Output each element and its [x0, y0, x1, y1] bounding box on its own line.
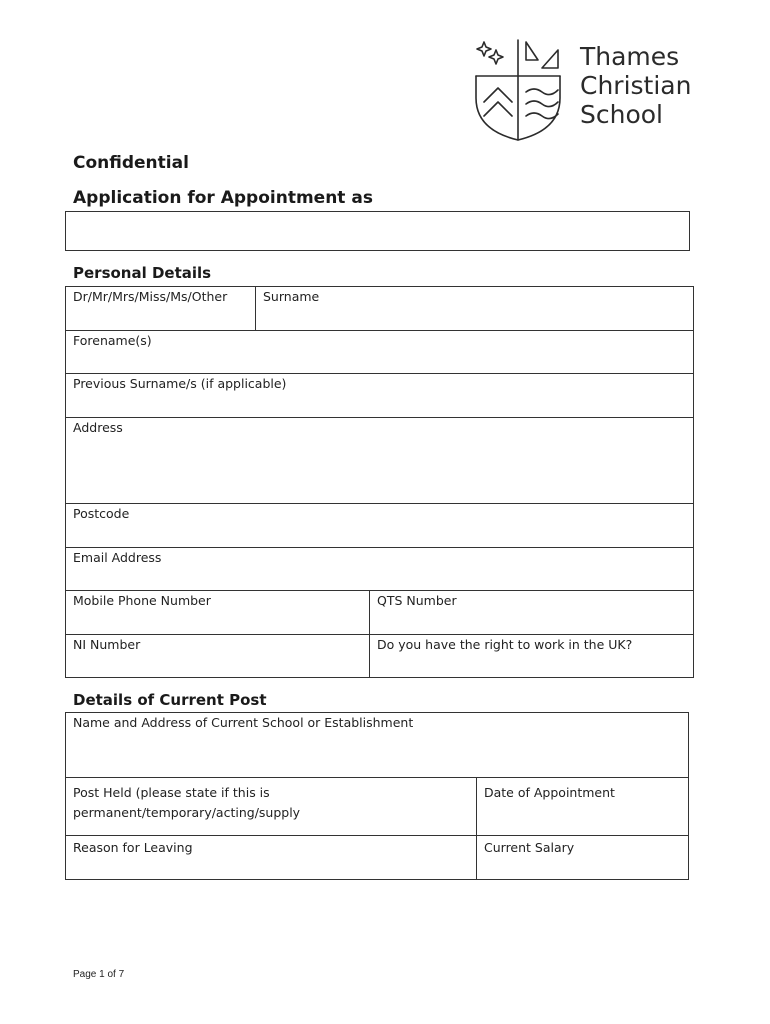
right-to-work-field[interactable]	[370, 635, 694, 678]
current-school-field[interactable]	[66, 713, 689, 778]
address-field[interactable]	[66, 418, 694, 504]
reason-for-leaving-label: Reason for Leaving	[73, 840, 193, 855]
confidential-heading: Confidential	[73, 153, 189, 173]
date-of-appointment-field[interactable]	[477, 778, 689, 836]
school-name-line-1: Thames	[580, 42, 680, 71]
application-heading: Application for Appointment as	[73, 188, 373, 208]
page-number: Page 1 of 7	[73, 969, 125, 980]
current-school-label: Name and Address of Current School or Establishment	[73, 715, 414, 730]
current-salary-label: Current Salary	[484, 840, 575, 855]
previous-surname-field[interactable]	[66, 374, 694, 418]
post-held-label-line-2: permanent/temporary/acting/supply	[73, 805, 301, 820]
postcode-field[interactable]	[66, 504, 694, 548]
email-field[interactable]	[66, 548, 694, 591]
school-name-line-3: School	[580, 100, 663, 129]
appointment-position-field[interactable]	[65, 211, 690, 251]
date-of-appointment-label: Date of Appointment	[484, 785, 615, 800]
surname-field[interactable]	[256, 287, 694, 331]
school-name-line-2: Christian	[580, 71, 692, 100]
reason-for-leaving-field[interactable]	[66, 836, 477, 880]
current-salary-field[interactable]	[477, 836, 689, 880]
post-held-label-line-1: Post Held (please state if this is	[73, 785, 270, 800]
school-logo	[472, 38, 712, 143]
qts-number-label: QTS Number	[377, 593, 457, 608]
ni-number-label: NI Number	[73, 637, 141, 652]
mobile-phone-label: Mobile Phone Number	[73, 593, 211, 608]
ni-number-field[interactable]	[66, 635, 370, 678]
school-crest-icon	[472, 38, 572, 143]
previous-surname-label: Previous Surname/s (if applicable)	[73, 376, 287, 391]
title-label: Dr/Mr/Mrs/Miss/Ms/Other	[73, 289, 228, 304]
current-post-heading: Details of Current Post	[73, 691, 267, 709]
forename-field[interactable]	[66, 331, 694, 374]
surname-label: Surname	[263, 289, 320, 304]
title-field[interactable]	[66, 287, 256, 331]
email-label: Email Address	[73, 550, 162, 565]
current-post-table	[65, 712, 689, 880]
post-held-field[interactable]	[66, 778, 477, 836]
qts-number-field[interactable]	[370, 591, 694, 635]
forename-label: Forename(s)	[73, 333, 152, 348]
mobile-phone-field[interactable]	[66, 591, 370, 635]
right-to-work-label: Do you have the right to work in the UK?	[377, 637, 633, 652]
address-label: Address	[73, 420, 123, 435]
school-name	[580, 42, 691, 129]
personal-details-heading: Personal Details	[73, 264, 212, 282]
postcode-label: Postcode	[73, 506, 130, 521]
personal-details-table	[65, 286, 694, 678]
